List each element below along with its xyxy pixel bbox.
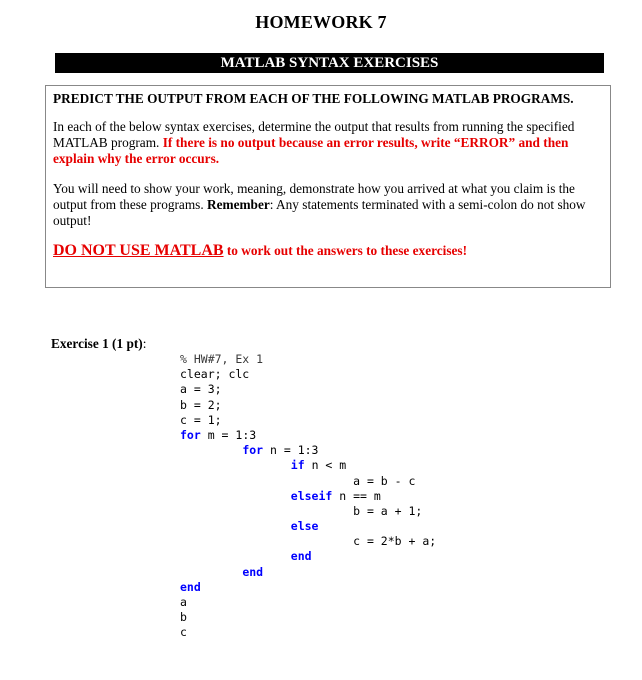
code-line [180,474,436,489]
para1-text: In each of the below syntax exercises, determine the output that results from running the specified MATLAB program. [53,119,575,150]
code-text: n == m [332,488,381,503]
code-line [180,519,436,534]
code-line [180,504,436,519]
exercise-title: Exercise 1 (1 pt) [51,336,143,351]
section-banner: MATLAB SYNTAX EXERCISES [55,53,604,73]
exercise-suffix: : [142,336,147,351]
code-keyword: end [180,579,201,594]
code-keyword: for [242,443,264,458]
code-text: n = 1:3 [263,443,319,458]
code-text: c = 1; [180,412,222,427]
code-keyword: else [290,519,319,534]
code-text: c = 2*b + a; [353,534,437,549]
code-keyword: if [290,458,305,473]
code-text: clear; clc [180,367,250,382]
code-text: a = b - c [353,473,416,488]
exercise-label [51,336,146,352]
para2-bold: Remember [207,197,270,212]
code-line [180,595,436,610]
code-line [180,443,436,458]
para2-rest: : Any statements terminated with a semi-colon do not show output! [53,197,586,228]
code-line [180,580,436,595]
code-line [180,625,436,640]
instructions-paragraph-1 [53,119,604,167]
page-title: HOMEWORK 7 [255,12,387,32]
para1-emphasis: If there is no output because an error results, write “ERROR” and then explain why the error occurs [53,135,569,166]
warning-line [53,243,604,259]
warning-underlined: DO NOT USE MATLAB [53,242,224,259]
instructions-box [45,85,611,288]
code-line [180,367,436,382]
code-line [180,382,436,397]
code-text: n < m [304,458,347,473]
code-line [180,489,436,504]
code-line [180,398,436,413]
code-text: b = a + 1; [353,503,423,518]
instructions-heading: PREDICT THE OUTPUT FROM EACH OF THE FOLLOWING MATLAB PROGRAMS. [53,91,574,106]
code-line [180,413,436,428]
code-text: a = 3; [180,382,222,397]
code-line [180,534,436,549]
instructions-paragraph-2 [53,181,604,229]
code-keyword: end [290,549,312,564]
code-line [180,565,436,580]
warning-rest: to work out the answers to these exercises! [226,243,468,258]
code-text: c [180,625,187,640]
code-text: a [180,595,187,609]
code-comment: % HW#7, Ex 1 [180,352,264,366]
code-line [180,352,436,367]
code-keyword: end [242,564,264,579]
code-text: m = 1:3 [200,427,257,442]
code-line [180,458,436,473]
code-keyword: elseif [290,488,333,503]
code-line [180,610,436,625]
para1-end: . [215,151,220,166]
code-text: b = 2; [180,397,222,412]
code-line [180,549,436,564]
code-text: b [180,610,187,625]
para2-text: You will need to show your work, meaning, demonstrate how you arrived at what you claim is the output from these programs. [53,181,575,212]
code-keyword: for [180,427,201,442]
code-line [180,428,436,443]
code-block [180,352,436,641]
